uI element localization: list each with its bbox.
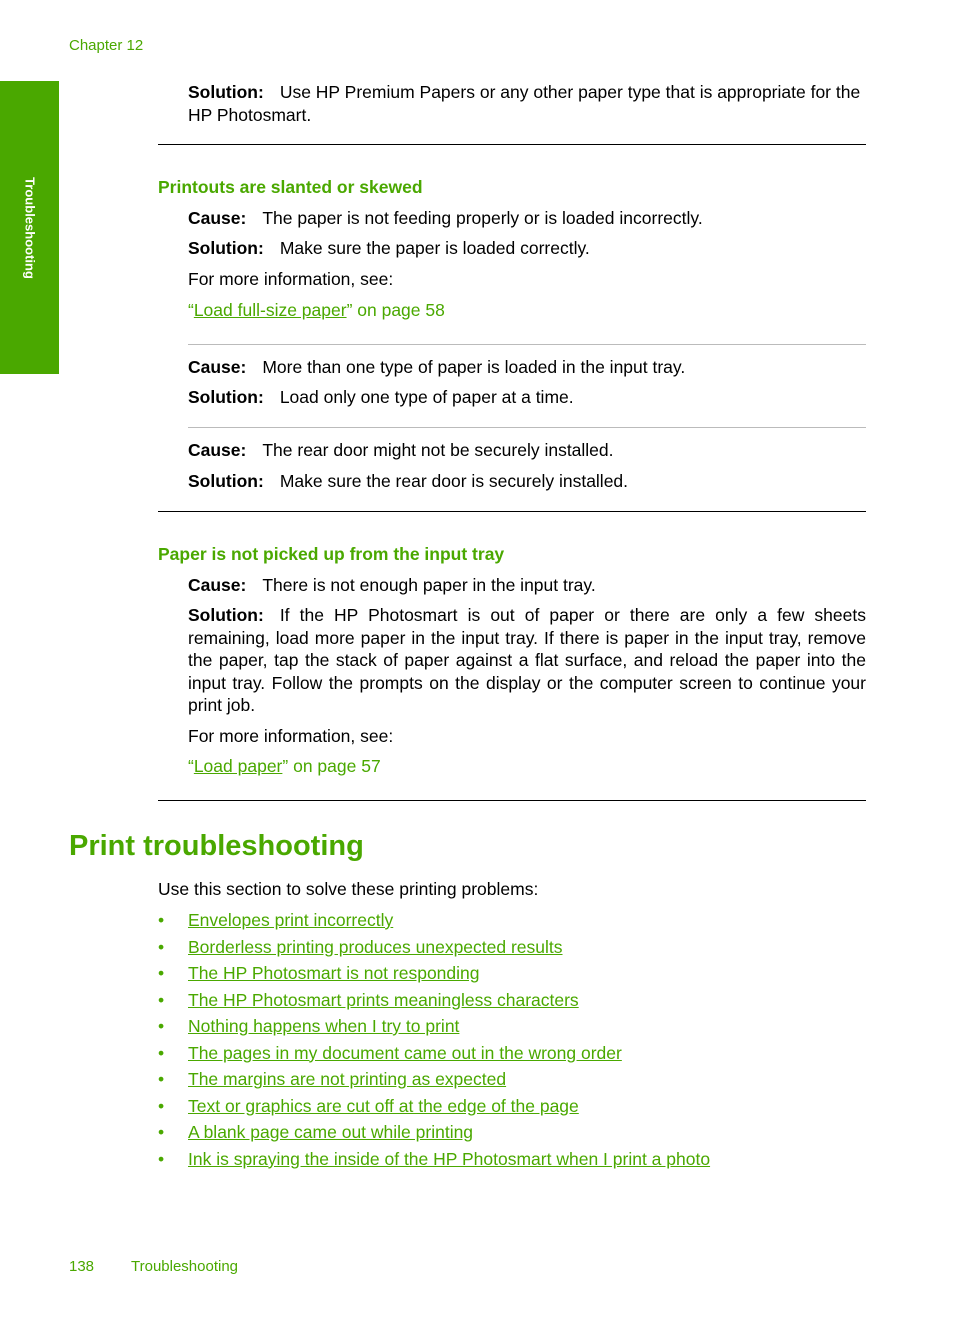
bullet-icon: •: [158, 1148, 165, 1169]
cause-line: [188, 356, 866, 379]
footer-section: Troubleshooting: [131, 1258, 239, 1275]
problem-link[interactable]: Ink is spraying the inside of the HP Photosmart when I print a photo: [188, 1148, 711, 1169]
more-info-text: For more information, see:: [188, 269, 394, 289]
bullet-icon: •: [158, 936, 165, 957]
solution-label: Solution:: [188, 471, 264, 491]
divider: [188, 427, 866, 428]
problem-link[interactable]: Nothing happens when I try to print: [188, 1016, 460, 1036]
solution-label: Solution:: [188, 387, 264, 407]
section-title-not-picked: Paper is not picked up from the input tray: [158, 544, 505, 564]
solution-text: Load only one type of paper at a time.: [279, 387, 574, 407]
divider: [158, 511, 866, 512]
top-solution: [188, 81, 866, 126]
divider: [158, 144, 866, 145]
link-text[interactable]: Load full-size paper: [193, 300, 347, 320]
bullet-icon: •: [158, 910, 165, 930]
problem-link[interactable]: The HP Photosmart is not responding: [188, 963, 480, 983]
bullet-icon: •: [158, 1095, 165, 1116]
side-tab: [0, 81, 59, 374]
cause-text: The rear door might not be securely installed.: [262, 440, 614, 460]
list-item: [158, 1146, 710, 1173]
solution-text: Make sure the rear door is securely installed.: [279, 471, 629, 491]
list-item: [158, 934, 710, 961]
cause-label: Cause:: [188, 575, 247, 595]
problem-link[interactable]: The pages in my document came out in the wrong order: [188, 1042, 622, 1063]
list-item: [158, 987, 710, 1014]
list-item: [158, 1119, 710, 1146]
solution-line: [188, 386, 866, 409]
bullet-icon: •: [158, 1122, 165, 1142]
cause-label: Cause:: [188, 357, 247, 377]
bullet-icon: •: [158, 989, 165, 1010]
cause-line: [188, 207, 866, 230]
divider: [158, 800, 866, 801]
list-item: [158, 907, 710, 934]
solution-line: [188, 470, 866, 493]
cause-label: Cause:: [188, 440, 247, 460]
solution-label: Solution:: [188, 238, 264, 258]
bullet-icon: •: [158, 1042, 165, 1063]
link-page-ref[interactable]: on page 57: [293, 756, 381, 776]
bullet-icon: •: [158, 1069, 165, 1089]
section-title-slanted: Printouts are slanted or skewed: [158, 177, 423, 197]
chapter-label: Chapter 12: [69, 37, 144, 54]
problem-link[interactable]: Envelopes print incorrectly: [188, 910, 394, 930]
problem-link[interactable]: Text or graphics are cut off at the edge of the page: [188, 1095, 579, 1116]
load-paper-link[interactable]: “Load paper” on page 57: [188, 756, 381, 776]
solution-label: Solution:: [188, 605, 264, 625]
list-item: [158, 1013, 710, 1040]
link-text[interactable]: Load paper: [193, 756, 283, 776]
list-item: [158, 1066, 710, 1093]
cause-line: [188, 574, 866, 597]
page-number: 138: [69, 1258, 95, 1275]
problem-link[interactable]: The margins are not printing as expected: [188, 1069, 507, 1089]
cause-text: There is not enough paper in the input tray.: [262, 575, 596, 595]
bullet-icon: •: [158, 1016, 165, 1036]
solution-paragraph: [188, 604, 866, 717]
list-item: [158, 960, 710, 987]
solution-text: Use HP Premium Papers or any other paper type that is appropriate for the HP Photosmart.: [188, 82, 861, 125]
solution-text: If the HP Photosmart is out of paper or there are only a few sheets remaining, load more paper in the input tray. If there is paper in the input tray, remove the paper, tap the stack of paper against a flat surface, and reload the paper into the input tray. Follow the prompts on the display or the computer screen to continue your print job.: [188, 605, 866, 715]
list-item: [158, 1040, 710, 1067]
load-full-size-paper-link[interactable]: “Load full-size paper” on page 58: [188, 300, 445, 320]
list-item: [158, 1093, 710, 1120]
solution-text: Make sure the paper is loaded correctly.: [279, 238, 590, 258]
problem-link[interactable]: The HP Photosmart prints meaningless characters: [188, 989, 579, 1010]
cause-text: More than one type of paper is loaded in the input tray.: [262, 357, 686, 377]
solution-label: Solution:: [188, 82, 264, 102]
intro-text: Use this section to solve these printing problems:: [158, 879, 539, 899]
problem-link[interactable]: Borderless printing produces unexpected results: [188, 936, 563, 957]
cause-line: [188, 439, 866, 462]
cause-label: Cause:: [188, 208, 247, 228]
bullet-icon: •: [158, 963, 165, 983]
divider: [188, 344, 866, 345]
side-tab-label: Troubleshooting: [22, 176, 37, 279]
more-info-text: For more information, see:: [188, 726, 394, 746]
cause-text: The paper is not feeding properly or is loaded incorrectly.: [262, 208, 703, 228]
problem-list: [158, 907, 710, 1172]
solution-line: [188, 237, 866, 260]
link-page-ref[interactable]: on page 58: [357, 300, 445, 320]
page-heading: Print troubleshooting: [69, 830, 364, 862]
problem-link[interactable]: A blank page came out while printing: [188, 1122, 474, 1142]
